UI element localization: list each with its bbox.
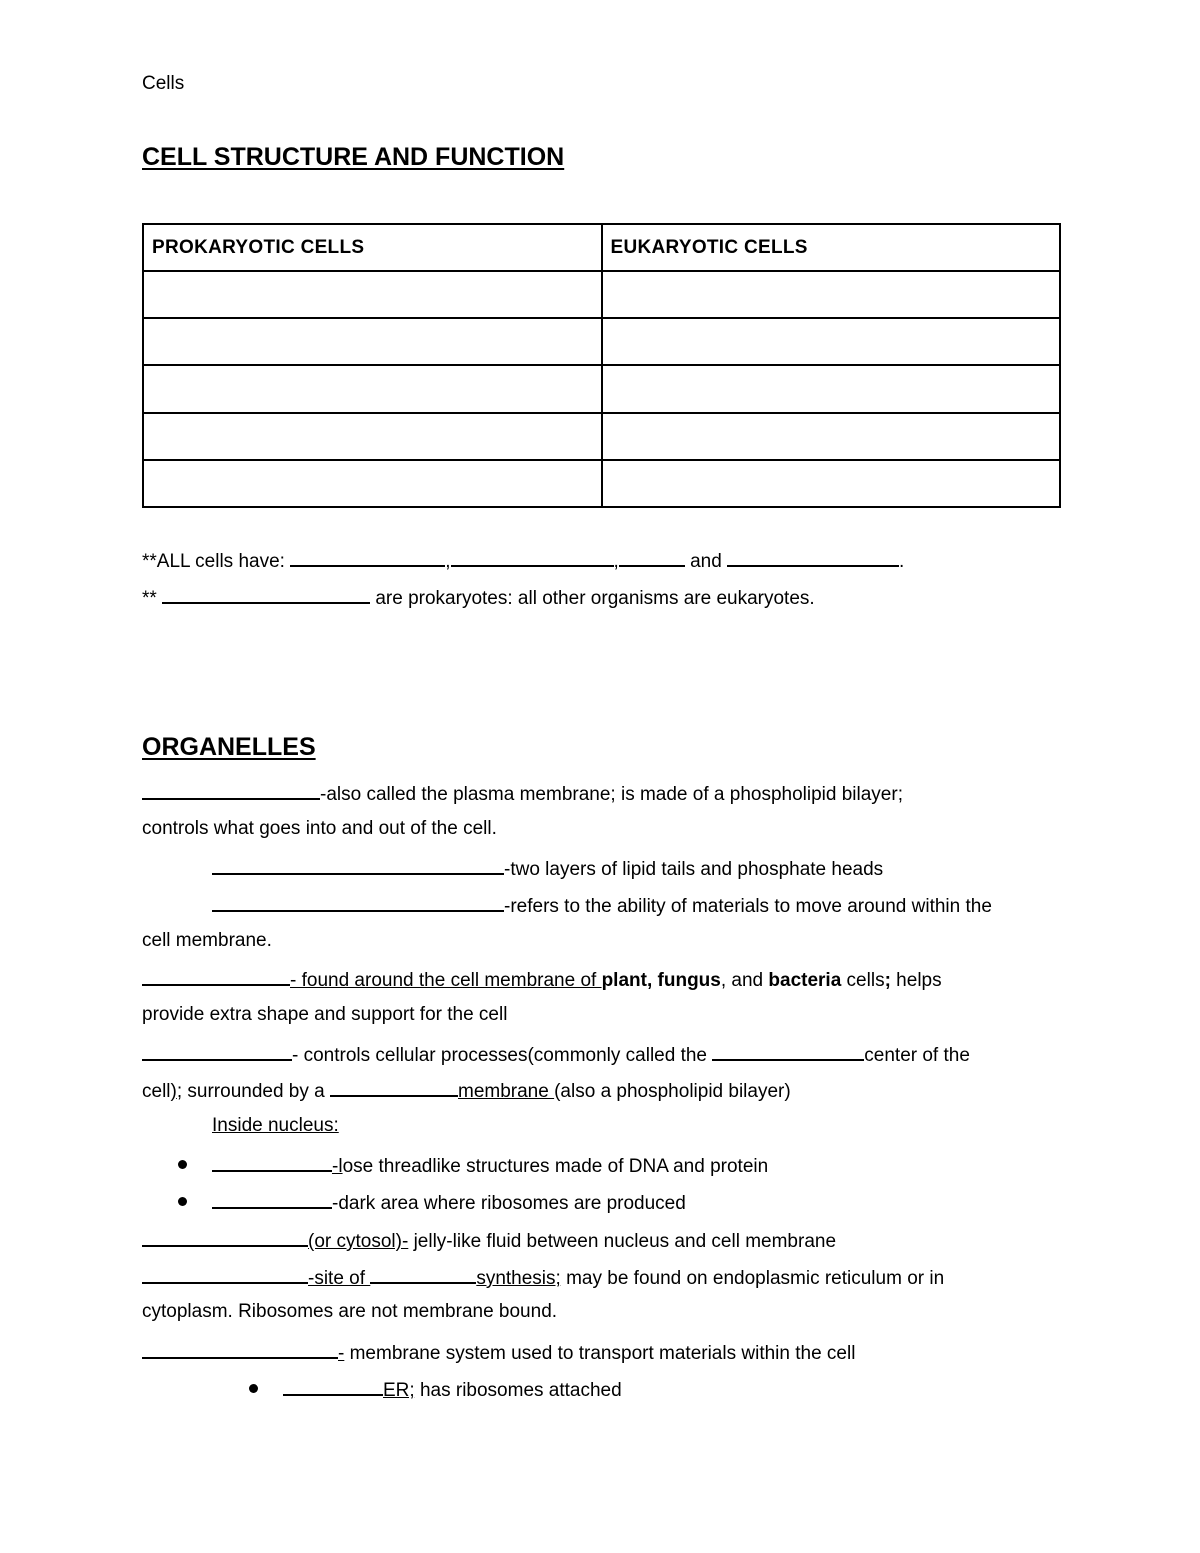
table-row bbox=[143, 413, 1060, 460]
page-header: Cells bbox=[142, 73, 185, 94]
page-title: CELL STRUCTURE AND FUNCTION bbox=[142, 143, 565, 171]
blank[interactable] bbox=[212, 1189, 332, 1209]
table-row bbox=[143, 365, 1060, 412]
blank[interactable] bbox=[162, 584, 370, 604]
nucleus-line2: cell); surrounded by a membrane (also a phospholipid bilayer) bbox=[142, 1077, 791, 1103]
rough-er-line: ER; has ribosomes attached bbox=[283, 1376, 622, 1402]
inside-nucleus-label: Inside nucleus: bbox=[212, 1115, 339, 1136]
bullet-icon bbox=[178, 1160, 187, 1169]
blank[interactable] bbox=[727, 547, 899, 567]
ribosomes-line: -site of synthesis; may be found on endoplasmic reticulum or in bbox=[142, 1264, 944, 1290]
table-row bbox=[143, 460, 1060, 507]
blank[interactable] bbox=[142, 1339, 338, 1359]
table-cell[interactable] bbox=[602, 460, 1061, 507]
eukaryotic-header: EUKARYOTIC CELLS bbox=[602, 224, 1061, 271]
table-cell[interactable] bbox=[143, 413, 602, 460]
blank[interactable] bbox=[619, 547, 685, 567]
section-heading-organelles: ORGANELLES bbox=[142, 733, 316, 761]
er-line: - membrane system used to transport materials within the cell bbox=[142, 1339, 855, 1365]
blank[interactable] bbox=[330, 1077, 458, 1097]
chromatin-line: -lose threadlike structures made of DNA and protein bbox=[212, 1152, 768, 1178]
blank[interactable] bbox=[142, 1227, 308, 1247]
cell-membrane-line: -also called the plasma membrane; is made of a phospholipid bilayer; bbox=[142, 780, 903, 806]
table-cell[interactable] bbox=[602, 271, 1061, 318]
nucleus-line: - controls cellular processes(commonly called the center of the bbox=[142, 1041, 970, 1067]
nucleolus-line: -dark area where ribosomes are produced bbox=[212, 1189, 686, 1215]
blank[interactable] bbox=[712, 1041, 864, 1061]
table-row bbox=[143, 318, 1060, 365]
table-cell[interactable] bbox=[143, 271, 602, 318]
blank[interactable] bbox=[290, 547, 445, 567]
bilayer-line: -two layers of lipid tails and phosphate heads bbox=[212, 855, 883, 881]
table-cell[interactable] bbox=[143, 365, 602, 412]
table-cell[interactable] bbox=[602, 318, 1061, 365]
blank[interactable] bbox=[212, 855, 504, 875]
cell-wall-line: - found around the cell membrane of plant, fungus, and bacteria cells; helps bbox=[142, 966, 942, 992]
blank[interactable] bbox=[370, 1264, 476, 1284]
blank[interactable] bbox=[142, 1041, 292, 1061]
ribosomes-line2: cytoplasm. Ribosomes are not membrane bound. bbox=[142, 1301, 558, 1322]
blank[interactable] bbox=[451, 547, 614, 567]
table-cell[interactable] bbox=[143, 460, 602, 507]
prokaryotes-note: ** are prokaryotes: all other organisms are eukaryotes. bbox=[142, 584, 815, 610]
bullet-icon bbox=[249, 1384, 258, 1393]
table-cell[interactable] bbox=[602, 413, 1061, 460]
cell-membrane-line2: controls what goes into and out of the cell. bbox=[142, 818, 497, 839]
table-cell[interactable] bbox=[143, 318, 602, 365]
blank[interactable] bbox=[212, 892, 504, 912]
fluid-line2: cell membrane. bbox=[142, 930, 272, 951]
table-cell[interactable] bbox=[602, 365, 1061, 412]
blank[interactable] bbox=[142, 966, 290, 986]
table-row bbox=[143, 271, 1060, 318]
cytoplasm-line: (or cytosol)- jelly-like fluid between nucleus and cell membrane bbox=[142, 1227, 836, 1253]
prokaryotic-header: PROKARYOTIC CELLS bbox=[143, 224, 602, 271]
blank[interactable] bbox=[142, 1264, 308, 1284]
blank[interactable] bbox=[142, 780, 320, 800]
bullet-icon bbox=[178, 1197, 187, 1206]
blank[interactable] bbox=[283, 1376, 383, 1396]
blank[interactable] bbox=[212, 1152, 332, 1172]
cell-wall-line2: provide extra shape and support for the cell bbox=[142, 1004, 508, 1025]
cell-comparison-table bbox=[142, 223, 1061, 508]
all-cells-note: **ALL cells have: , , and . bbox=[142, 547, 904, 573]
fluid-line: -refers to the ability of materials to move around within the bbox=[212, 892, 992, 918]
